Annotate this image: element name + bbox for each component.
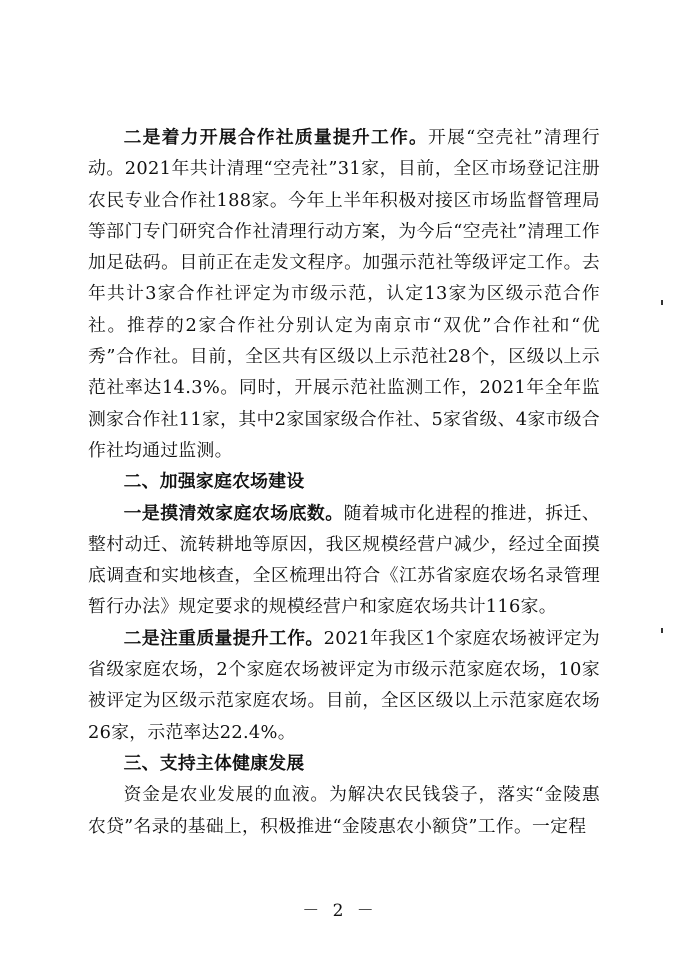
document-body xyxy=(88,122,600,842)
section-heading-family-farm: 二、加强家庭农场建设 xyxy=(123,471,305,493)
paragraph-family-farm-quality xyxy=(88,623,600,748)
paragraph-cooperative-quality xyxy=(88,122,600,466)
paragraph-lead: 二是着力开展合作社质量提升工作。 xyxy=(123,127,429,148)
paragraph-lead: 二是注重质量提升工作。 xyxy=(123,627,324,649)
paragraph-family-farm-count xyxy=(88,498,600,623)
page-number: － 2 － xyxy=(302,901,378,921)
paragraph-funding: 资金是农业发展的血液。为解决农民钱袋子，落实“金陵惠农贷”名录的基础上，积极推进“金陵惠农小额贷”工作。一定程 xyxy=(88,784,600,837)
paragraph-text: 开展“空壳社”清理行动。2021年共计清理“空壳社”31家，目前，全区市场登记注册农民专业合作社188家。今年上半年积极对接区市场监督管理局等部门专门研究合作社清理行动方案，为今后“空壳社”清理工作加足砝码。目前正在走发文程序。加强示范社等级评定工作。去年共计3家合作社评定为市级示范，认定13家为区级示范合作社。推荐的2家合作社分别认定为南京市“双优”合作社和“优秀”合作社。目前，全区共有区级以上示范社28个，区级以上示范社率达14.3%。同时，开展示范社监测工作，2021年全年监测家合作社11家，其中2家国家级合作社、5家省级、4家市级合作社均通过监测。 xyxy=(88,127,600,461)
margin-mark xyxy=(661,300,663,305)
paragraph-text: 2021年我区1个家庭农场被评定为省级家庭农场，2个家庭农场被评定为市级示范家庭农场，10家被评定为区级示范家庭农场。目前，全区区级以上示范家庭农场26家，示范率达22.4%。 xyxy=(88,627,600,743)
section-heading-support-development: 三、支持主体健康发展 xyxy=(123,752,305,774)
paragraph-text: 随着城市化进程的推进，拆迁、整村动迁、流转耕地等原因，我区规模经营户减少，经过全面摸底调查和实地核查，全区梳理出符合《江苏省家庭农场名录管理暂行办法》规定要求的规模经营户和家庭农场共计116家。 xyxy=(88,502,600,618)
margin-mark xyxy=(661,628,663,633)
paragraph-lead: 一是摸清效家庭农场底数。 xyxy=(123,502,344,524)
